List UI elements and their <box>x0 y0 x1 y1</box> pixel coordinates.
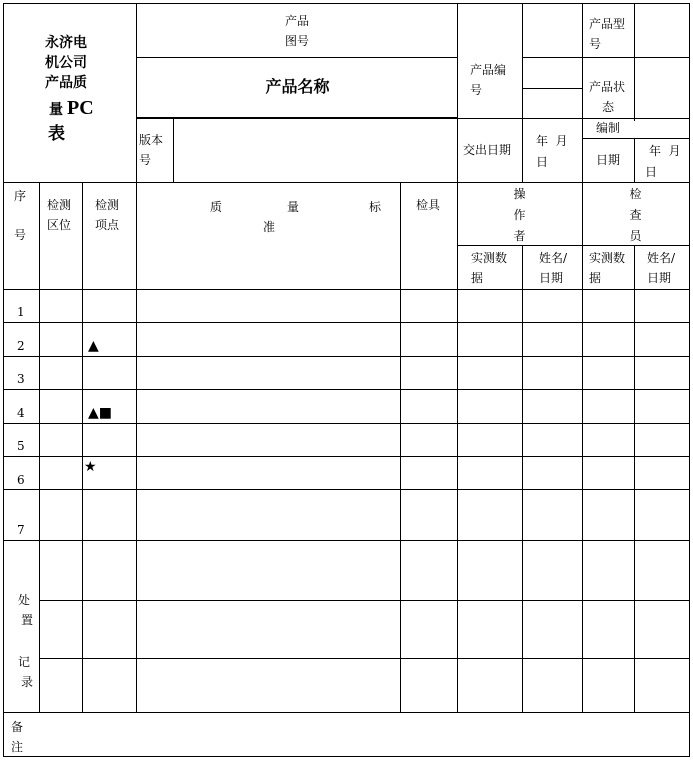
col-measured2-2: 据 <box>589 271 602 285</box>
product-status-label-2: 态 <box>601 100 614 114</box>
col-name-date2-1: 姓名/ <box>647 251 676 265</box>
col-area-2: 区位 <box>47 218 72 232</box>
day-1: 日 <box>536 155 549 169</box>
date-label: 日期 <box>596 153 621 167</box>
col-operator-1: 操 <box>513 187 526 201</box>
col-operator-2: 作 <box>513 208 526 222</box>
row-no: 3 <box>17 372 25 386</box>
company-title-line-1: 永济电 <box>45 35 87 51</box>
col-point-2: 项点 <box>95 218 120 232</box>
company-title-line-2: 机公司 <box>45 55 87 71</box>
company-title-line-5: 表 <box>48 124 65 144</box>
star-icon: ★ <box>84 459 97 475</box>
row-no: 1 <box>17 305 25 319</box>
col-standard-2: 量 <box>287 200 300 214</box>
col-measured-2: 据 <box>471 271 484 285</box>
year-month-1: 年 月 <box>536 134 568 148</box>
version-no-label-1: 版本 <box>139 133 164 147</box>
row-no: 2 <box>17 339 25 353</box>
product-drawing-no-label-2: 图号 <box>284 34 309 48</box>
company-title-line-4b: PC <box>67 97 94 119</box>
col-standard-4: 准 <box>263 220 276 234</box>
company-title-line-4a: 量 <box>49 102 63 118</box>
col-inspector-2: 查 <box>629 208 642 222</box>
year-month-2: 年 月 <box>649 144 681 158</box>
col-inspector-3: 员 <box>629 229 642 243</box>
product-code-label-2: 号 <box>470 83 483 97</box>
remarks-label-1: 备 <box>11 720 24 734</box>
triangle-icon: ▲ <box>88 338 99 354</box>
col-standard-3: 标 <box>369 200 382 214</box>
col-name-date-1: 姓名/ <box>539 251 568 265</box>
col-gauge: 检具 <box>416 198 441 212</box>
row-no: 5 <box>17 439 25 453</box>
product-status-label-1: 产品状 <box>589 80 626 94</box>
compiled-label: 编制 <box>595 121 620 135</box>
col-measured-1: 实测数 <box>471 251 508 265</box>
product-model-label-1: 产品型 <box>589 17 626 31</box>
col-measured2-1: 实测数 <box>589 251 626 265</box>
col-seq-1: 序 <box>14 189 27 203</box>
day-2: 日 <box>645 165 658 179</box>
product-name-label: 产品名称 <box>265 77 330 96</box>
disposal-label-2: 置 <box>21 613 34 627</box>
version-no-label-2: 号 <box>139 153 152 167</box>
col-area-1: 检测 <box>47 198 72 212</box>
remarks-label-2: 注 <box>11 740 24 754</box>
disposal-label-4: 录 <box>21 675 34 689</box>
company-title-line-3: 产品质 <box>45 75 87 91</box>
col-point-1: 检测 <box>95 198 120 212</box>
col-inspector-1: 检 <box>629 187 642 201</box>
product-model-label-2: 号 <box>589 37 602 51</box>
col-seq-2: 号 <box>14 228 27 242</box>
product-drawing-no-label-1: 产品 <box>284 14 309 28</box>
col-standard-1: 质 <box>210 200 223 214</box>
triangle-square-icon: ▲■ <box>88 405 112 421</box>
disposal-label-1: 处 <box>18 593 31 607</box>
row-no: 4 <box>17 406 25 420</box>
row-no: 7 <box>17 523 25 537</box>
col-name-date-2: 日期 <box>539 271 564 285</box>
delivery-date-label: 交出日期 <box>463 143 512 157</box>
col-name-date2-2: 日期 <box>647 271 672 285</box>
row-no: 6 <box>17 473 25 487</box>
disposal-label-3: 记 <box>18 655 31 669</box>
col-operator-3: 者 <box>513 229 526 243</box>
product-code-label-1: 产品编 <box>470 63 507 77</box>
